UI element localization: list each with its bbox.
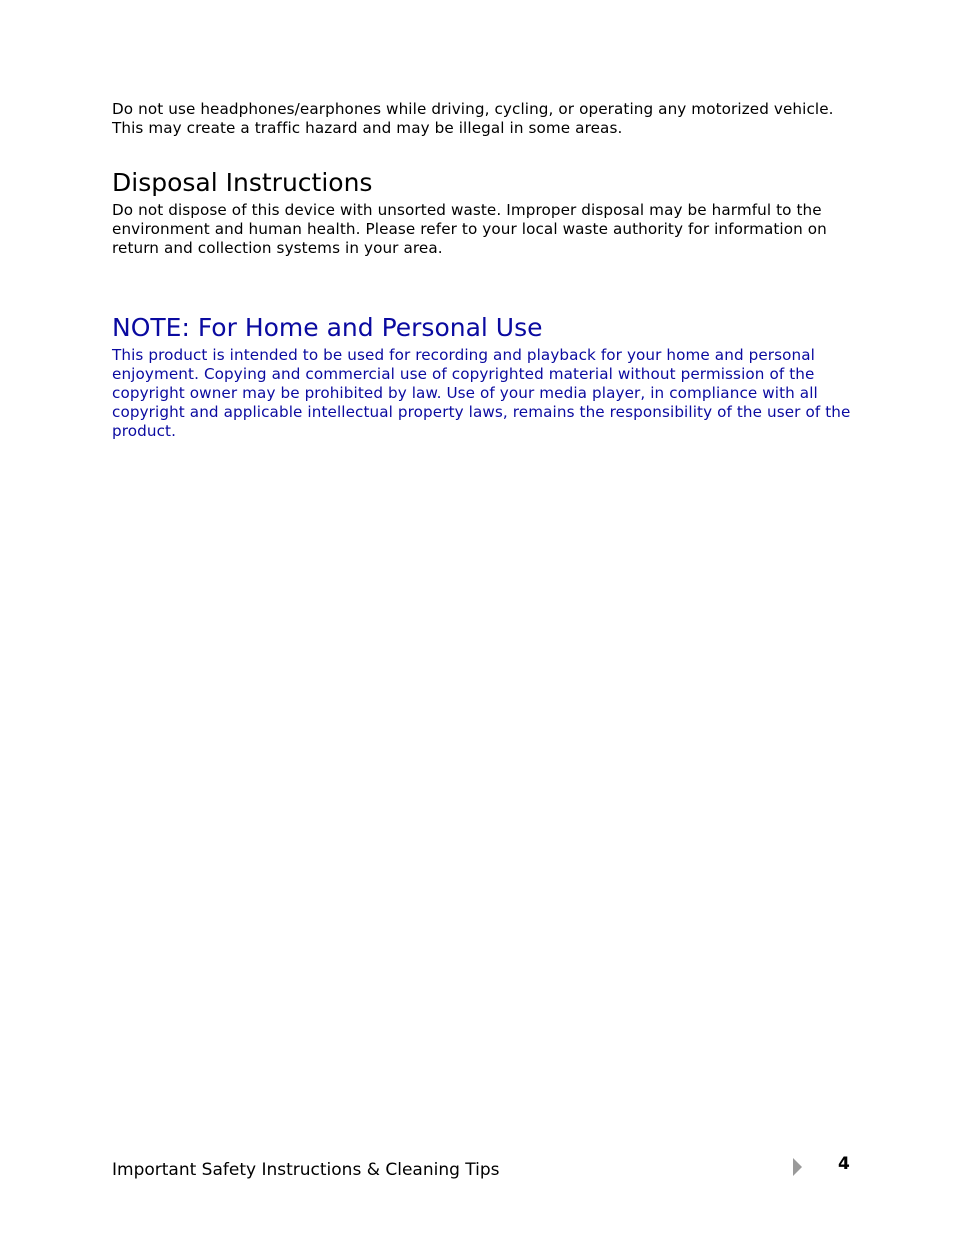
- headphone-warning-paragraph: Do not use headphones/earphones while driving, cycling, or operating any motorized vehicle. This may create a traffic hazard and may be illegal in some areas.: [112, 100, 834, 137]
- triangle-right-icon: [793, 1158, 802, 1176]
- footer-section-title: Important Safety Instructions & Cleaning Tips: [112, 1160, 500, 1180]
- page-number: 4: [838, 1154, 850, 1174]
- disposal-heading: Disposal Instructions: [112, 168, 373, 197]
- note-paragraph: This product is intended to be used for recording and playback for your home and personal enjoyment. Copying and commercial use of copyrighted material without permission of the copyright owner may be prohibited by law. Use of your media player, in compliance with all copyright and applicable intellectual property laws, remains the responsibility of the user of the product.: [112, 346, 851, 440]
- disposal-paragraph: Do not dispose of this device with unsorted waste. Improper disposal may be harmful to the environment and human health. Please refer to your local waste authority for information on return and collection systems in your area.: [112, 201, 827, 257]
- note-heading: NOTE: For Home and Personal Use: [112, 313, 543, 342]
